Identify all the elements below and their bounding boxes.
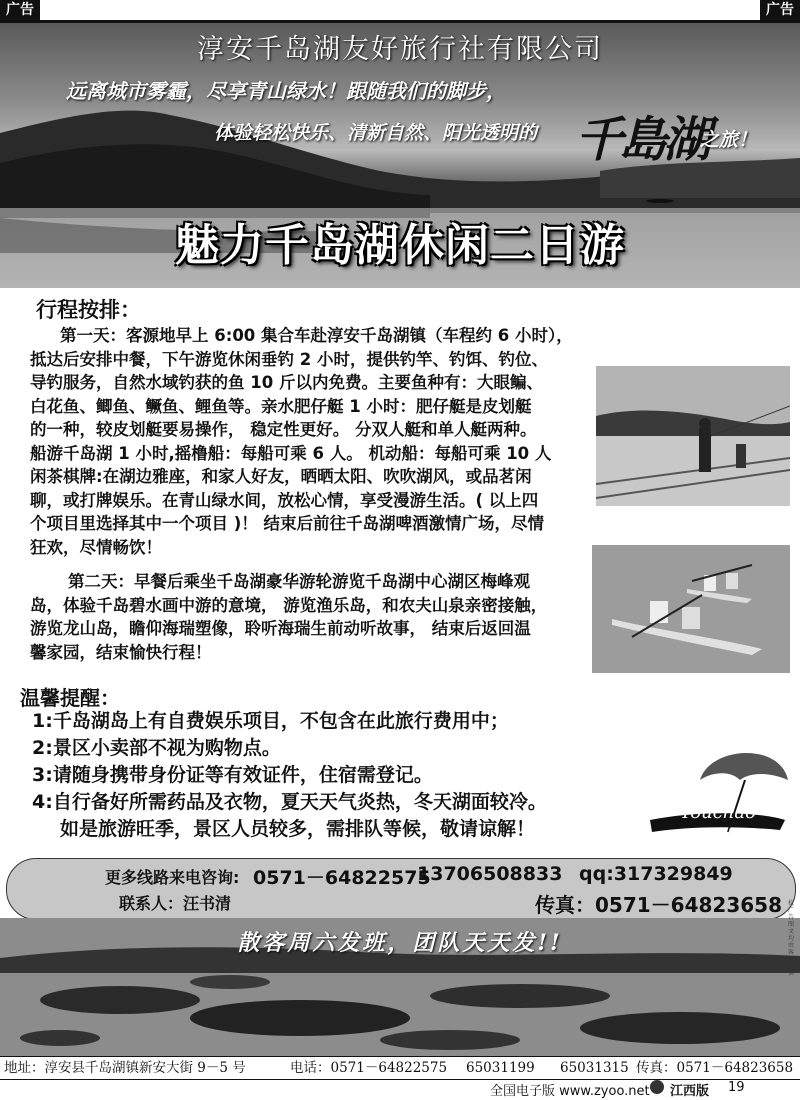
itinerary-heading: 行程按排：: [36, 298, 141, 322]
reminder-item: 1:千岛湖岛上有自费娱乐项目，不包含在此旅行费用中；: [32, 710, 509, 732]
footer-edition: 全国电子版 www.zyoo.net: [490, 1084, 650, 1099]
day2-line: 馨家园，结束愉快行程！: [30, 642, 212, 662]
day1-line: 第一天：客源地早上 6:00 集合车赴淳安千岛湖镇（车程约 6 小时），: [60, 326, 573, 345]
day1-line: 白花鱼、鲫鱼、鳜鱼、鲤鱼等。亲水肥仔艇 1 小时：肥仔艇是皮划艇: [30, 396, 532, 416]
address-text: 地址：淳安县千岛湖镇新安大街 9－5 号: [4, 1060, 246, 1076]
ad-label-right: 广告: [760, 0, 800, 20]
day1-line: 船游千岛湖 1 小时,摇橹船：每船可乘 6 人。 机动船：每船可乘 10 人: [30, 443, 552, 463]
day1-line: 抵达后安排中餐，下午游览休闲垂钓 2 小时，提供钓竿、钓饵、钓位、: [30, 349, 548, 369]
company-name: 淳安千岛湖友好旅行社有限公司: [197, 34, 603, 65]
address-bar: [0, 1056, 800, 1080]
day2-paragraph: [30, 570, 600, 664]
reminder-heading: 温馨提醒：: [20, 686, 120, 710]
day1-paragraph: [30, 324, 590, 559]
island-aerial-photo: [0, 918, 800, 1056]
qiandaohu-calligraphy: 千島湖: [575, 112, 708, 168]
reminder-note: 如是旅游旺季，景区人员较多，需排队等候，敬请谅解！: [60, 818, 536, 840]
reminder-list: [32, 708, 547, 843]
day2-line: 岛，体验千岛碧水画中游的意境， 游览渔乐岛，和农夫山泉亲密接触，: [30, 595, 548, 615]
address-phone-2: 65031199: [466, 1060, 535, 1076]
phone-number: 0571－64822575: [253, 867, 431, 889]
day1-line: 闲茶棋牌:在湖边雅座，和家人好友，晒晒太阳、吹吹湖风，或品茗闲: [30, 467, 532, 486]
ad-label-left: 广告: [0, 0, 40, 20]
reminder-item: 4:自行备好所需药品及衣物，夏天天气炎热，冬天湖面较冷。: [32, 791, 547, 813]
day1-line: 导钓服务，自然水域钓获的鱼 10 斤以内免费。主要鱼种有：大眼鳊、: [30, 373, 543, 392]
address-fax: 传真：0571－64823658: [636, 1060, 794, 1076]
fishing-photo: [596, 366, 790, 506]
logo-brand: Youchao: [680, 802, 756, 823]
address-phone-3: 65031315: [560, 1060, 629, 1076]
reminder-item: 2:景区小卖部不视为购物点。: [32, 737, 281, 759]
logo-caption: 友好假期: [710, 829, 747, 839]
contact-person: 联系人：汪书清: [119, 894, 232, 913]
page-number: 19: [728, 1080, 745, 1095]
day2-line: 第二天：早餐后乘坐千岛湖豪华游轮游览千岛湖中心湖区梅峰观: [68, 572, 530, 591]
slogan-tail: 之旅！: [700, 129, 758, 151]
tour-title: 魅力千岛湖休闲二日游: [175, 220, 625, 271]
mobile-number: 13706508833: [417, 863, 563, 885]
fax-number: 传真：0571－64823658: [535, 893, 782, 917]
hero-banner: [0, 23, 800, 288]
day1-line: 的一种，较皮划艇要易操作， 稳定性更好。 分双人艇和单人艇两种。: [30, 420, 537, 439]
slogan-line-1: 远离城市雾霾，尽享青山绿水！跟随我们的脚步，: [66, 79, 506, 103]
more-lines-label: 更多线路来电咨询:: [105, 868, 240, 887]
zyoo-icon: [650, 1080, 664, 1094]
day1-line: 狂欢，尽情畅饮！: [30, 537, 162, 557]
footer-region: 江西版: [670, 1084, 710, 1099]
address-phone: 电话：0571－64822575: [290, 1060, 448, 1076]
qq-number: qq:317329849: [579, 863, 733, 885]
reminder-item: 3:请随身携带身份证等有效证件，住宿需登记。: [32, 764, 433, 786]
day1-line: 聊，或打牌娱乐。在青山绿水间，放松心情，享受漫游生活。( 以上四: [30, 490, 539, 510]
side-disclaimer: 杭广告图文均由客户提供: [788, 900, 795, 977]
youchao-logo: [640, 740, 790, 855]
day1-line: 个项目里选择其中一个项目 )！ 结束后前往千岛湖啤酒激情广场，尽情: [30, 514, 545, 533]
day2-line: 游览龙山岛，瞻仰海瑞塑像，聆听海瑞生前动听故事， 结束后返回温: [30, 619, 531, 638]
kayak-photo: [592, 545, 790, 673]
slogan-line-2: 体验轻松快乐、清新自然、阳光透明的: [214, 122, 538, 144]
departure-schedule: 散客周六发班，团队天天发!!: [237, 930, 563, 956]
contact-box: [6, 858, 796, 920]
